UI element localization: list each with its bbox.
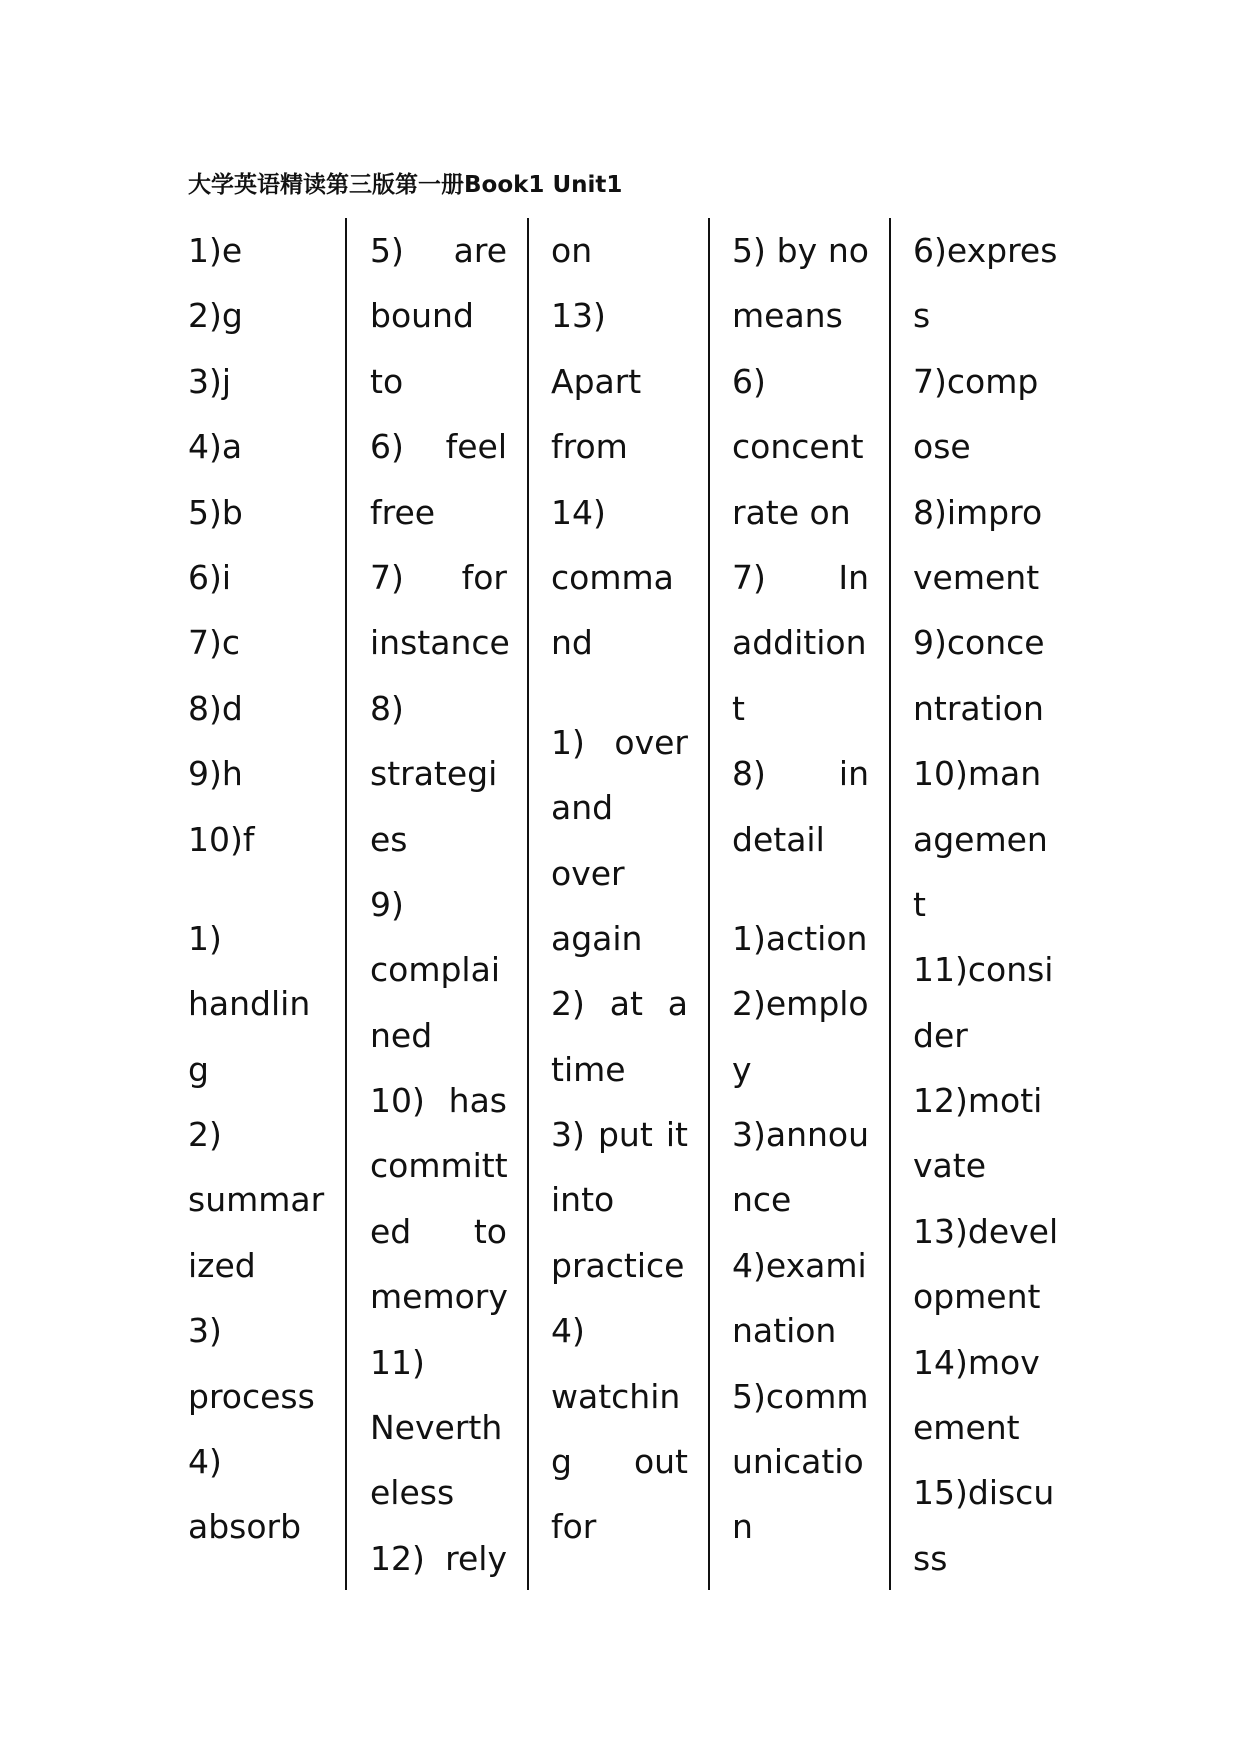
answer-line: 12)moti — [913, 1081, 1043, 1121]
answer-line: over — [551, 853, 625, 893]
answer-line: t — [913, 884, 926, 924]
answer-line: memory — [370, 1277, 508, 1317]
answer-column-3 — [551, 218, 688, 1590]
answer-line: 8) in — [732, 754, 869, 794]
answer-line: 11)consi — [913, 950, 1054, 990]
answer-line: practice — [551, 1245, 685, 1285]
answer-line: 8)impro — [913, 492, 1043, 532]
answer-line: 5)b — [188, 492, 243, 532]
answer-line: 4) — [188, 1442, 222, 1482]
answer-line: for — [551, 1507, 597, 1547]
answer-line: 6)i — [188, 557, 232, 597]
answer-line: time — [551, 1049, 626, 1089]
answer-line: 3)j — [188, 361, 232, 401]
answer-line: nd — [551, 623, 593, 663]
answer-line: 13) — [551, 296, 606, 336]
answer-line: nation — [732, 1311, 837, 1351]
answer-line: 5) by no — [732, 231, 869, 270]
answer-line: free — [370, 492, 436, 532]
answer-line: 2)emplo — [732, 984, 869, 1024]
answer-line: es — [370, 819, 408, 859]
answer-line: Apart — [551, 361, 642, 401]
answer-line: complai — [370, 950, 500, 990]
answer-line: n — [732, 1507, 753, 1547]
answer-line: 7)c — [188, 623, 241, 663]
answer-line: watchin — [551, 1376, 681, 1416]
answer-line: 6) — [732, 361, 766, 401]
answer-line: 4) — [551, 1311, 585, 1351]
answer-line: from — [551, 427, 628, 467]
block-gap — [551, 676, 688, 710]
answer-line: addition — [732, 623, 867, 663]
answer-line: s — [913, 296, 931, 336]
answer-line: 8) — [370, 688, 404, 728]
answer-line: 7) In — [732, 557, 869, 597]
answer-line: vement — [913, 557, 1040, 597]
answer-line: 12) rely — [370, 1538, 507, 1578]
answer-line: committ — [370, 1146, 508, 1186]
answer-line: 4)a — [188, 427, 243, 467]
answer-line: 10) has — [370, 1081, 507, 1121]
answer-columns — [0, 218, 1241, 1590]
answer-line: Neverth — [370, 1408, 503, 1448]
answer-line: instance — [370, 623, 510, 663]
answer-line: 15)discu — [913, 1473, 1055, 1513]
answer-line: 1) over — [551, 722, 688, 762]
answer-line: 10)man — [913, 754, 1042, 794]
answer-line: 3)annou — [732, 1115, 870, 1155]
answer-line: ed to — [370, 1211, 507, 1251]
answer-column-4 — [732, 218, 869, 1590]
answer-column-5 — [913, 218, 1059, 1590]
answer-line: y — [732, 1049, 752, 1089]
answer-line: rate on — [732, 492, 851, 532]
answer-line: t — [732, 688, 745, 728]
answer-line: unicatio — [732, 1442, 864, 1482]
answer-line: handlin — [188, 984, 311, 1024]
answer-line: 14)mov — [913, 1342, 1040, 1382]
answer-line: absorb — [188, 1507, 302, 1547]
answer-line: 3) — [188, 1311, 222, 1351]
answer-line: process — [188, 1376, 315, 1416]
answer-line: detail — [732, 819, 825, 859]
answer-line: 8)d — [188, 688, 243, 728]
answer-line: and — [551, 788, 614, 828]
block-gap — [188, 872, 328, 906]
answer-line: agemen — [913, 819, 1048, 859]
answer-line: der — [913, 1015, 968, 1055]
answer-line: 1)e — [188, 231, 243, 270]
answer-line: ss — [913, 1538, 948, 1578]
answer-line: concent — [732, 427, 864, 467]
answer-line: strategi — [370, 754, 498, 794]
answer-line: 9) — [370, 884, 404, 924]
answer-line: bound — [370, 296, 474, 336]
answer-line: 2) — [188, 1115, 222, 1155]
answer-line: 4)exami — [732, 1245, 867, 1285]
answer-line: comma — [551, 557, 674, 597]
answer-line: 1) — [188, 918, 222, 958]
answer-column-2 — [370, 218, 510, 1590]
answer-line: 6) feel — [370, 427, 507, 467]
answer-line: 9)h — [188, 754, 243, 794]
answer-line: 2) at a — [551, 984, 688, 1024]
answer-line: g — [188, 1049, 209, 1089]
answer-line: 1)action — [732, 918, 868, 958]
answer-line: on — [551, 231, 593, 270]
answer-line: into — [551, 1180, 615, 1220]
block-gap — [732, 872, 869, 906]
answer-line: again — [551, 918, 643, 958]
answer-line: 3) put it — [551, 1115, 688, 1155]
answer-line: ntration — [913, 688, 1044, 728]
answer-line: vate — [913, 1146, 986, 1186]
answer-line: to — [370, 361, 404, 401]
answer-line: g out — [551, 1442, 688, 1482]
answer-line: 6)expres — [913, 231, 1058, 270]
answer-line: 14) — [551, 492, 606, 532]
answer-line: 7)comp — [913, 361, 1039, 401]
answer-line: opment — [913, 1277, 1041, 1317]
answer-line: nce — [732, 1180, 792, 1220]
answer-line: 10)f — [188, 819, 255, 859]
column-divider — [889, 218, 891, 1590]
answer-line: ized — [188, 1245, 256, 1285]
answer-line: 9)conce — [913, 623, 1045, 663]
answer-line: ned — [370, 1015, 433, 1055]
answer-line: 2)g — [188, 296, 243, 336]
column-divider — [345, 218, 347, 1590]
answer-line: ose — [913, 427, 971, 467]
answer-line: 13)devel — [913, 1211, 1059, 1251]
answer-column-1 — [188, 218, 328, 1590]
column-divider — [708, 218, 710, 1590]
answer-line: means — [732, 296, 843, 336]
answer-line: summar — [188, 1180, 325, 1220]
column-divider — [527, 218, 529, 1590]
answer-line: ement — [913, 1408, 1020, 1448]
answer-line: 11) — [370, 1342, 425, 1382]
page-title: 大学英语精读第三版第一册Book1 Unit1 — [188, 172, 623, 198]
answer-line: 5) are — [370, 231, 507, 270]
answer-line: 7) for — [370, 557, 507, 597]
answer-line: eless — [370, 1473, 455, 1513]
answer-line: 5)comm — [732, 1376, 869, 1416]
